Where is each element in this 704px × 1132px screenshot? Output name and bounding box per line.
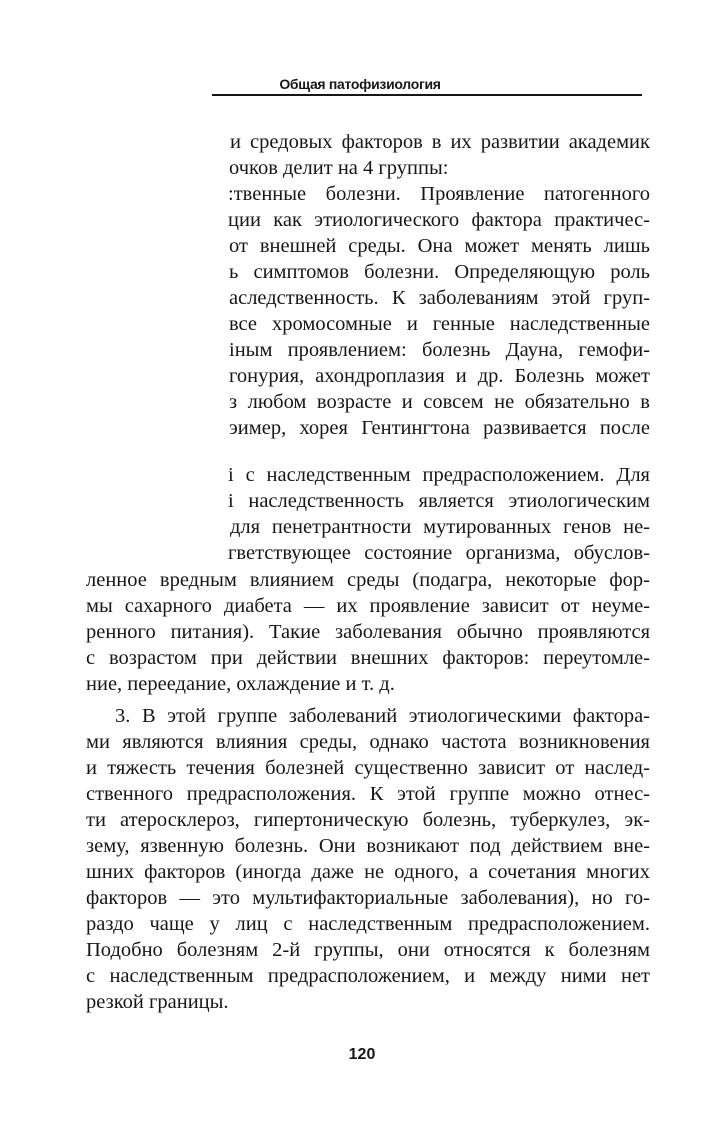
text-line: ственного предрасположения. К этой группе можно отнес- [86, 783, 650, 805]
text-line: 3. В этой группе заболеваний этиологическими фактора- [115, 705, 650, 727]
text-line: раздо чаще у лиц с наследственным предрасположением. [86, 913, 650, 935]
text-line: для пенетрантности мутированных генов не- [230, 516, 650, 538]
header-rule [212, 94, 642, 96]
text-line: і наследственность является этиологическим [228, 490, 650, 512]
text-line: шних факторов (иногда даже не одного, а сочетания многих [86, 861, 650, 883]
text-line: эимер, хорея Гентингтона развивается после [229, 417, 650, 439]
text-line: с наследственным предрасположением, и между ними нет [86, 965, 650, 987]
text-line: мы сахарного диабета — их проявление зависит от неуме- [86, 595, 650, 617]
text-line: гонурия, ахондроплазия и др. Болезнь может [229, 365, 650, 387]
text-line: с возрастом при действии внешних факторов: переутомле- [86, 647, 650, 669]
running-header-title: Общая патофизиология [279, 76, 441, 92]
text-line: ренного питания). Такие заболевания обычно проявляются [86, 621, 650, 643]
text-line: з любом возрасте и совсем не обязательно в [229, 391, 650, 413]
text-line: ленное вредным влиянием среды (подагра, некоторые фор- [86, 569, 650, 591]
text-line: аследственность. К заболеваниям этой груп- [229, 287, 650, 309]
text-line: зему, язвенную болезнь. Они возникают под действием вне- [86, 835, 650, 857]
page-number: 120 [348, 1046, 376, 1063]
text-line: :твенные болезни. Проявление патогенного [228, 183, 650, 205]
text-line: от внешней среды. Она может менять лишь [229, 235, 650, 257]
text-line: ти атеросклероз, гипертоническую болезнь, туберкулез, эк- [86, 809, 650, 831]
text-line: гветствующее состояние организма, обуслов- [228, 542, 650, 564]
text-line: факторов — это мультифакториальные заболевания), но го- [86, 887, 650, 909]
text-line: и тяжесть течения болезней существенно зависит от наслед- [86, 757, 650, 779]
text-line: и средовых факторов в их развитии академик [230, 131, 650, 153]
text-line: Подобно болезням 2-й группы, они относятся к болезням [86, 939, 650, 961]
text-line: ции как этиологического фактора практичес- [228, 209, 650, 231]
text-line: все хромосомные и генные наследственные [229, 313, 650, 335]
text-line: ние, переедание, охлаждение и т. д. [86, 673, 395, 695]
text-line: ми являются влияния среды, однако частота возникновения [86, 731, 650, 753]
text-line: резкой границы. [86, 991, 229, 1013]
text-line: ь симптомов болезни. Определяющую роль [229, 261, 650, 283]
text-line: очков делит на 4 группы: [229, 157, 449, 179]
text-line: і с наследственным предрасположением. Для [228, 464, 650, 486]
text-line: іным проявлением: болезнь Дауна, гемофи- [229, 339, 650, 361]
